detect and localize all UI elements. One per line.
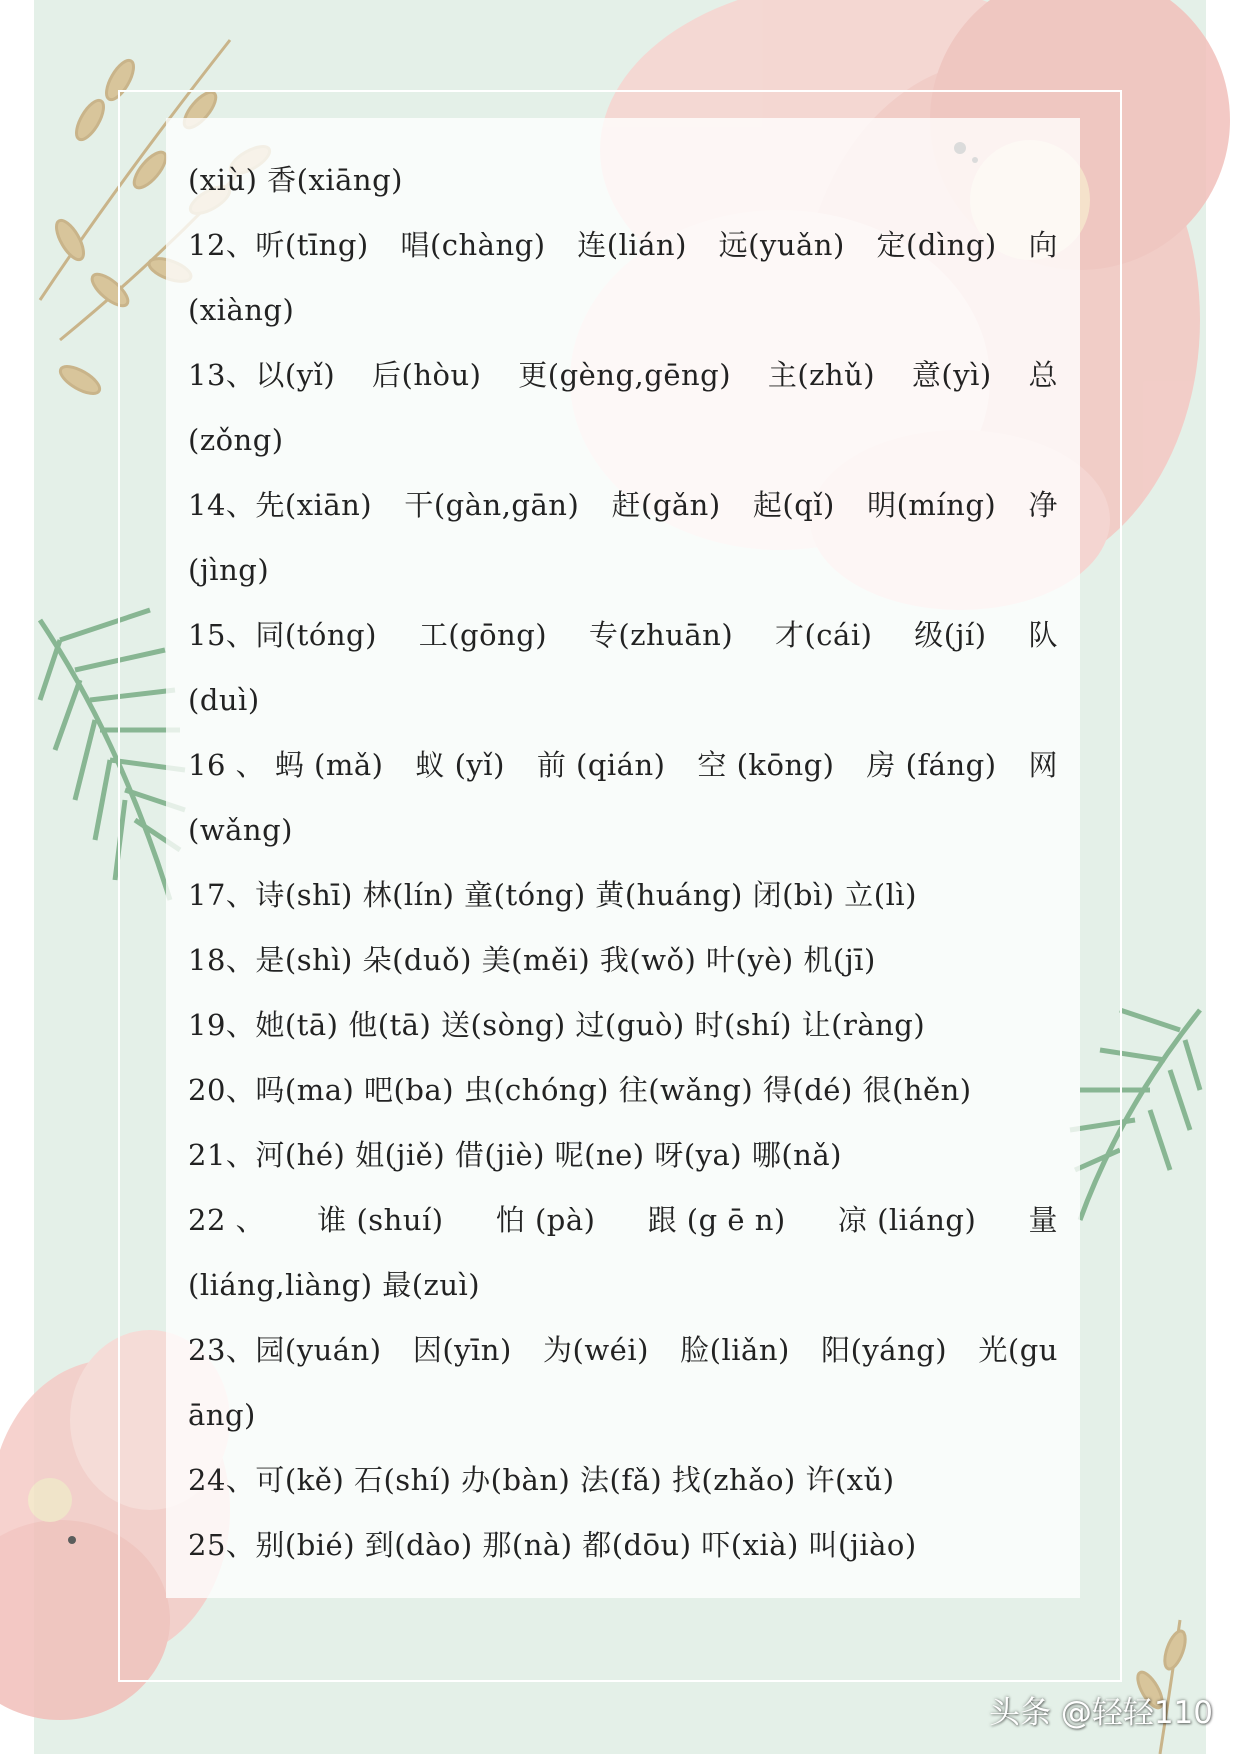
vocab-segment: 唱(chàng) xyxy=(400,228,546,262)
vocab-segment: 光(gu xyxy=(978,1333,1058,1367)
text-line xyxy=(188,343,1058,408)
vocab-segment: (wǎng) xyxy=(188,813,293,847)
pinyin-vocabulary-list xyxy=(188,148,1058,1578)
text-line xyxy=(188,668,1058,733)
vocab-segment: 17、诗(shī) 林(lín) 童(tóng) 黄(huáng) 闭(bì) 立(lì) xyxy=(188,878,917,912)
vocab-segment: 凉 (liáng) xyxy=(837,1203,977,1237)
text-line xyxy=(188,278,1058,343)
vocab-segment: 房 (fáng) xyxy=(866,748,997,782)
vocab-segment: 后(hòu) xyxy=(372,358,482,392)
vocab-segment: 阳(yáng) xyxy=(821,1333,948,1367)
vocab-segment: 跟 (g ē n) xyxy=(647,1203,786,1237)
vocab-segment: 级(jí) xyxy=(914,618,987,652)
vocab-segment: 更(gèng,gēng) xyxy=(518,358,732,392)
vocab-segment: 23、园(yuán) xyxy=(188,1333,382,1367)
vocab-segment: 空 (kōng) xyxy=(697,748,835,782)
vocab-segment: 定(dìng) xyxy=(876,228,997,262)
vocab-segment: (xiàng) xyxy=(188,293,295,327)
vocab-segment: (liáng,liàng) 最(zuì) xyxy=(188,1268,481,1302)
vocab-segment: 工(gōng) xyxy=(418,618,548,652)
vocab-segment: 12、听(tīng) xyxy=(188,228,369,262)
text-line xyxy=(188,473,1058,538)
text-line xyxy=(188,538,1058,603)
vocab-segment: 13、以(yǐ) xyxy=(188,358,336,392)
vocab-segment: 向 xyxy=(1028,228,1058,262)
text-line xyxy=(188,863,1058,928)
text-line xyxy=(188,1188,1058,1253)
text-line xyxy=(188,928,1058,993)
text-line xyxy=(188,213,1058,278)
vocab-segment: 因(yīn) xyxy=(412,1333,512,1367)
vocab-segment: 起(qǐ) xyxy=(752,488,835,522)
vocab-segment: 蚁 (yǐ) xyxy=(415,748,505,782)
text-line xyxy=(188,408,1058,473)
vocab-segment: 21、河(hé) 姐(jiě) 借(jiè) 呢(ne) 呀(ya) 哪(nǎ) xyxy=(188,1138,842,1172)
text-line xyxy=(188,603,1058,668)
vocab-segment: 网 xyxy=(1028,748,1058,782)
vocab-segment: (duì) xyxy=(188,683,260,717)
vocab-segment: 赶(gǎn) xyxy=(611,488,721,522)
vocab-segment: 16 、 蚂 (mǎ) xyxy=(188,748,384,782)
vocab-segment: 25、别(bié) 到(dào) 那(nà) 都(dōu) 吓(xià) 叫(jiào) xyxy=(188,1528,917,1562)
text-line xyxy=(188,1448,1058,1513)
text-line xyxy=(188,798,1058,863)
vocab-segment: 净 xyxy=(1028,488,1058,522)
vocab-segment: 14、先(xiān) xyxy=(188,488,373,522)
vocab-segment: 19、她(tā) 他(tā) 送(sòng) 过(guò) 时(shí) 让(ràng) xyxy=(188,1008,926,1042)
vocab-segment: 明(míng) xyxy=(867,488,997,522)
vocab-segment: (xiù) 香(xiāng) xyxy=(188,163,403,197)
vocab-segment: 总 xyxy=(1028,358,1058,392)
vocab-segment: 干(gàn,gān) xyxy=(404,488,580,522)
text-line xyxy=(188,148,1058,213)
vocab-segment: āng) xyxy=(188,1398,256,1432)
vocab-segment: (jìng) xyxy=(188,553,270,587)
vocab-segment: 脸(liǎn) xyxy=(680,1333,790,1367)
vocab-segment: 才(cái) xyxy=(774,618,873,652)
vocab-segment: 18、是(shì) 朵(duǒ) 美(měi) 我(wǒ) 叶(yè) 机(jī) xyxy=(188,943,876,977)
vocab-segment: (zǒng) xyxy=(188,423,284,457)
text-line xyxy=(188,1383,1058,1448)
text-line xyxy=(188,1253,1058,1318)
text-line xyxy=(188,1318,1058,1383)
vocab-segment: 20、吗(ma) 吧(ba) 虫(chóng) 往(wǎng) 得(dé) 很(hěn) xyxy=(188,1073,972,1107)
text-line xyxy=(188,1513,1058,1578)
vocab-segment: 22 、 xyxy=(188,1203,266,1237)
vocab-segment: 远(yuǎn) xyxy=(718,228,845,262)
vocab-segment: 主(zhǔ) xyxy=(767,358,876,392)
watermark: 头条 @轻轻110 xyxy=(988,1695,1213,1731)
vocab-segment: 15、同(tóng) xyxy=(188,618,377,652)
text-line xyxy=(188,993,1058,1058)
vocab-segment: 连(lián) xyxy=(577,228,687,262)
vocab-segment: 谁 (shuí) xyxy=(317,1203,444,1237)
vocab-segment: 怕 (pà) xyxy=(495,1203,596,1237)
vocab-segment: 专(zhuān) xyxy=(588,618,734,652)
vocab-segment: 24、可(kě) 石(shí) 办(bàn) 法(fǎ) 找(zhǎo) 许(xǔ) xyxy=(188,1463,895,1497)
vocab-segment: 队 xyxy=(1028,618,1058,652)
text-line xyxy=(188,1123,1058,1188)
vocab-segment: 前 (qián) xyxy=(536,748,666,782)
text-line xyxy=(188,733,1058,798)
vocab-segment: 意(yì) xyxy=(911,358,992,392)
vocab-segment: 量 xyxy=(1028,1203,1058,1237)
vocab-segment: 为(wéi) xyxy=(543,1333,649,1367)
text-line xyxy=(188,1058,1058,1123)
